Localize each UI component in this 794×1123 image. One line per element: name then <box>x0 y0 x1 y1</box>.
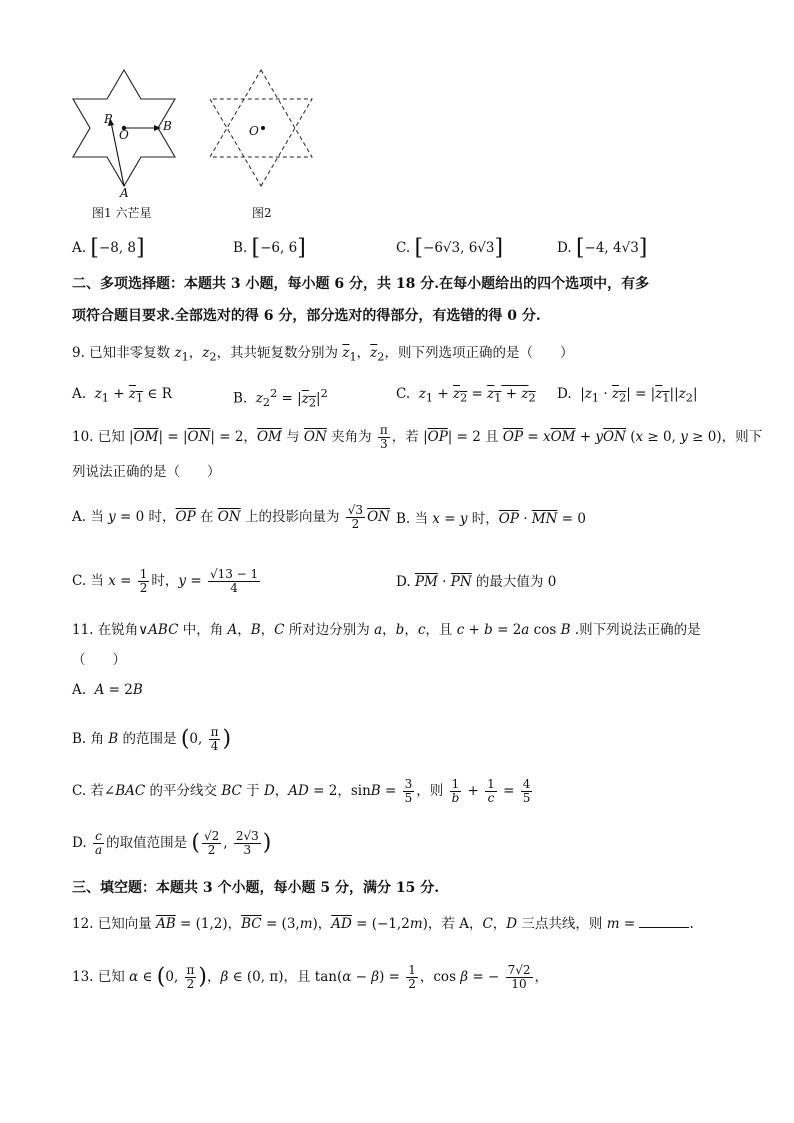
q13-text: 13. 已知 α ∈ (0, $\frac{\pi}{2}$ )，β ∈ (0, π)，且 tan(α − β) = $\frac{1}{2}$ ，cos β = − $\frac{7√2}{10}$ ， <box>72 963 549 991</box>
q9-stem: 9. 已知非零复数 $z_1$，$z_2$，其共轭复数分别为 $\overline{z}_1$，$\overline{z}_2$，则下列选项正确的是（ ） <box>72 345 574 364</box>
q10-option-a: A. 当 y = 0 时，$\overline{OP}$ 在 $\overline{ON}$ 上的投影向量为 $\frac{√3}{2}$ $\overline{ON}$ <box>72 503 390 531</box>
section3-header: 三、填空题：本题共 3 个小题，每小题 5 分，满分 15 分. <box>72 880 440 896</box>
q11-option-a: A. A = 2B <box>72 682 143 698</box>
q10-stem-line2: 列说法正确的是（ ） <box>72 464 221 480</box>
fig1-label-o: O <box>119 128 129 142</box>
q10-stem-line1: 10. 已知 $|\overline{OM}| = |\overline{ON}| = 2$，$\overline{OM}$ 与 $\overline{ON}$ 夹角为 $\frac{\pi}{3}$ ，若 $|\overline{OP}| = 2$ 且 $\overline{OP} = x\overline{OM} + y\overline{ON}$ (x ≥ 0, y ≥ 0)，则下 <box>72 423 763 451</box>
q9-option-a: A. $z_1 + z_1$ ∈ R <box>72 386 172 405</box>
q8-option-d: D. [−4, 4√3] <box>557 235 648 261</box>
fig1-label-b: B <box>163 119 172 133</box>
q11-option-d: D. $\frac{c}{a}$ 的取值范围是 ( $\frac{√2}{2}$ , $\frac{2√3}{3}$ ) <box>72 829 272 857</box>
fig1-caption: 图1 六芒星 <box>92 206 152 220</box>
q8-option-c: C. [−6√3, 6√3] <box>396 235 504 261</box>
q11-stem-line2: （ ） <box>72 652 126 668</box>
q10-option-b: B. 当 x = y 时，$\overline{OP} \cdot \overline{MN} = 0$ <box>396 511 586 527</box>
fig1-label-p: P <box>104 112 113 126</box>
fig1-label-a: A <box>120 186 129 200</box>
section2-header-line1: 二、多项选择题：本题共 3 小题，每小题 6 分，共 18 分.在每小题给出的四个选项中，有多 <box>72 276 650 292</box>
q9-option-d: D. $|z_1 \cdot z_2| = |z_1||z_2|$ <box>557 386 698 405</box>
q9-option-c: C. $z_1 + z_2 = z_1 + z_2$ <box>396 386 536 405</box>
q9-option-b: B. $z_2^2 = |z_2|^2$ <box>233 387 328 410</box>
section2-header-line2: 项符合题目要求.全部选对的得 6 分，部分选对的得部分，有选错的得 0 分. <box>72 308 541 324</box>
figure-2-hexagram-dashed <box>205 66 320 196</box>
q8-option-a: A. [−8, 8] <box>72 235 145 261</box>
q10-option-d: D. $\overline{PM} \cdot \overline{PN}$ 的最大值为 0 <box>396 574 557 590</box>
q11-stem-line1: 11. 在锐角∨ABC 中，角 A，B，C 所对边分别为 a，b，c，且 c + b = 2a cos B .则下列说法正确的是 <box>72 622 701 638</box>
fig2-caption: 图2 <box>252 206 272 220</box>
q8-option-b: B. [−6, 6] <box>233 235 306 261</box>
q11-option-c: C. 若∠BAC 的平分线交 BC 于 D，AD = 2，sinB = $\frac{3}{5}$ ，则 $\frac{1}{b}$ + $\frac{1}{c}$ = $\frac{4}{5}$ <box>72 777 531 805</box>
q10-option-c: C. 当 x = $\frac{1}{2}$ 时，y = $\frac{√13 - 1}{4}$ <box>72 567 259 595</box>
q11-option-b: B. 角 B 的范围是 (0, $\frac{\pi}{4}$ ) <box>72 725 232 753</box>
q12-text: 12. 已知向量 $\overline{AB} = (1,2)$，$\overline{BC} = (3,m)$，$\overline{AD} = (-1,2m)$，若 A，C，D 三点共线，则 m = . <box>72 916 694 932</box>
fig2-label-o: O <box>249 124 259 138</box>
